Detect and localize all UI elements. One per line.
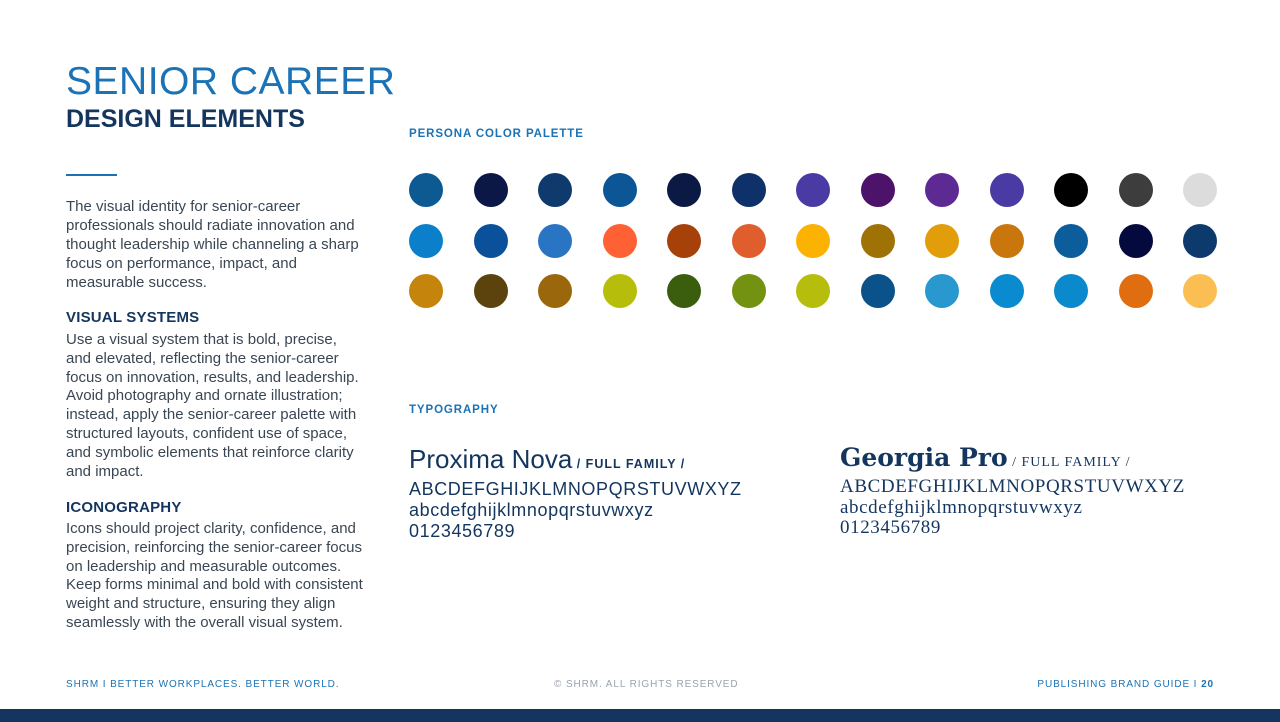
color-swatch [667, 274, 701, 308]
color-swatch [409, 173, 443, 207]
color-swatch [1054, 173, 1088, 207]
font-uppercase: ABCDEFGHIJKLMNOPQRSTUVWXYZ [840, 476, 1185, 497]
intro-paragraph: The visual identity for senior-career professionals should radiate innovation and thought leadership while channeling a sharp focus on performance, impact, and measurable success. [66, 198, 359, 291]
color-swatch [409, 224, 443, 258]
color-swatch [603, 173, 637, 207]
color-swatch [990, 274, 1024, 308]
color-swatch [796, 224, 830, 258]
font-family-tag: / FULL FAMILY / [1012, 455, 1131, 470]
color-swatch [861, 224, 895, 258]
color-swatch [1054, 274, 1088, 308]
bottom-bar [0, 709, 1280, 722]
color-swatch [1183, 224, 1217, 258]
visual-systems-body: Use a visual system that is bold, precise, and elevated, reflecting the senior-career focus on innovation, results, and leadership. Avoid photography and ornate illustration; instead, apply the senior-career palette with structured layouts, confident use of space, and symbolic elements that reinforce clarity and impact. [66, 331, 359, 480]
font-digits: 0123456789 [409, 521, 516, 541]
color-swatch [732, 173, 766, 207]
color-swatch [538, 224, 572, 258]
font-specimen-serif [840, 443, 1185, 539]
footer-guide-label: PUBLISHING BRAND GUIDE I [1037, 679, 1198, 690]
color-swatch [603, 274, 637, 308]
color-swatch [796, 173, 830, 207]
font-family-tag: / FULL FAMILY / [576, 457, 686, 471]
title-divider [66, 174, 117, 176]
color-swatch [474, 224, 508, 258]
font-uppercase: ABCDEFGHIJKLMNOPQRSTUVWXYZ [409, 479, 742, 499]
color-swatch [409, 274, 443, 308]
color-swatch [861, 173, 895, 207]
color-swatch [1183, 173, 1217, 207]
footer-tagline: SHRM I BETTER WORKPLACES. BETTER WORLD. [66, 679, 340, 690]
iconography-heading: ICONOGRAPHY [66, 499, 182, 516]
color-swatch [990, 173, 1024, 207]
color-swatch [925, 224, 959, 258]
color-swatch [1119, 274, 1153, 308]
font-name: Proxima Nova [409, 444, 573, 474]
page-title: SENIOR CAREER [66, 60, 396, 103]
color-swatch [667, 224, 701, 258]
color-swatch [667, 173, 701, 207]
footer-page-info [1037, 679, 1214, 690]
visual-systems-heading: VISUAL SYSTEMS [66, 309, 200, 326]
color-swatch [925, 274, 959, 308]
color-swatch [861, 274, 895, 308]
font-specimen-sans [409, 444, 742, 542]
color-swatch [1054, 224, 1088, 258]
color-swatch [474, 173, 508, 207]
font-digits: 0123456789 [840, 517, 941, 538]
color-swatch [1183, 274, 1217, 308]
page-number: 20 [1201, 679, 1214, 690]
color-swatch [1119, 173, 1153, 207]
color-swatch [538, 274, 572, 308]
footer-copyright: © SHRM. ALL RIGHTS RESERVED [554, 679, 739, 690]
color-swatch [732, 224, 766, 258]
color-swatch [1119, 224, 1153, 258]
color-swatch [732, 274, 766, 308]
color-swatch [474, 274, 508, 308]
color-swatch [603, 224, 637, 258]
typography-label: TYPOGRAPHY [409, 404, 499, 416]
font-name: Georgia Pro [840, 443, 1008, 472]
font-lowercase: abcdefghijklmnopqrstuvwxyz [409, 500, 654, 520]
color-swatch [925, 173, 959, 207]
page-subtitle: DESIGN ELEMENTS [66, 105, 305, 133]
color-swatch [796, 274, 830, 308]
palette-label: PERSONA COLOR PALETTE [409, 128, 584, 140]
color-swatch [990, 224, 1024, 258]
color-swatch [538, 173, 572, 207]
iconography-body: Icons should project clarity, confidence, and precision, reinforcing the senior-career focus on leadership and measurable outcomes. Keep forms minimal and bold with consistent weight and structure, ensuring they align seamlessly with the overall visual system. [66, 520, 363, 631]
font-lowercase: abcdefghijklmnopqrstuvwxyz [840, 496, 1083, 518]
